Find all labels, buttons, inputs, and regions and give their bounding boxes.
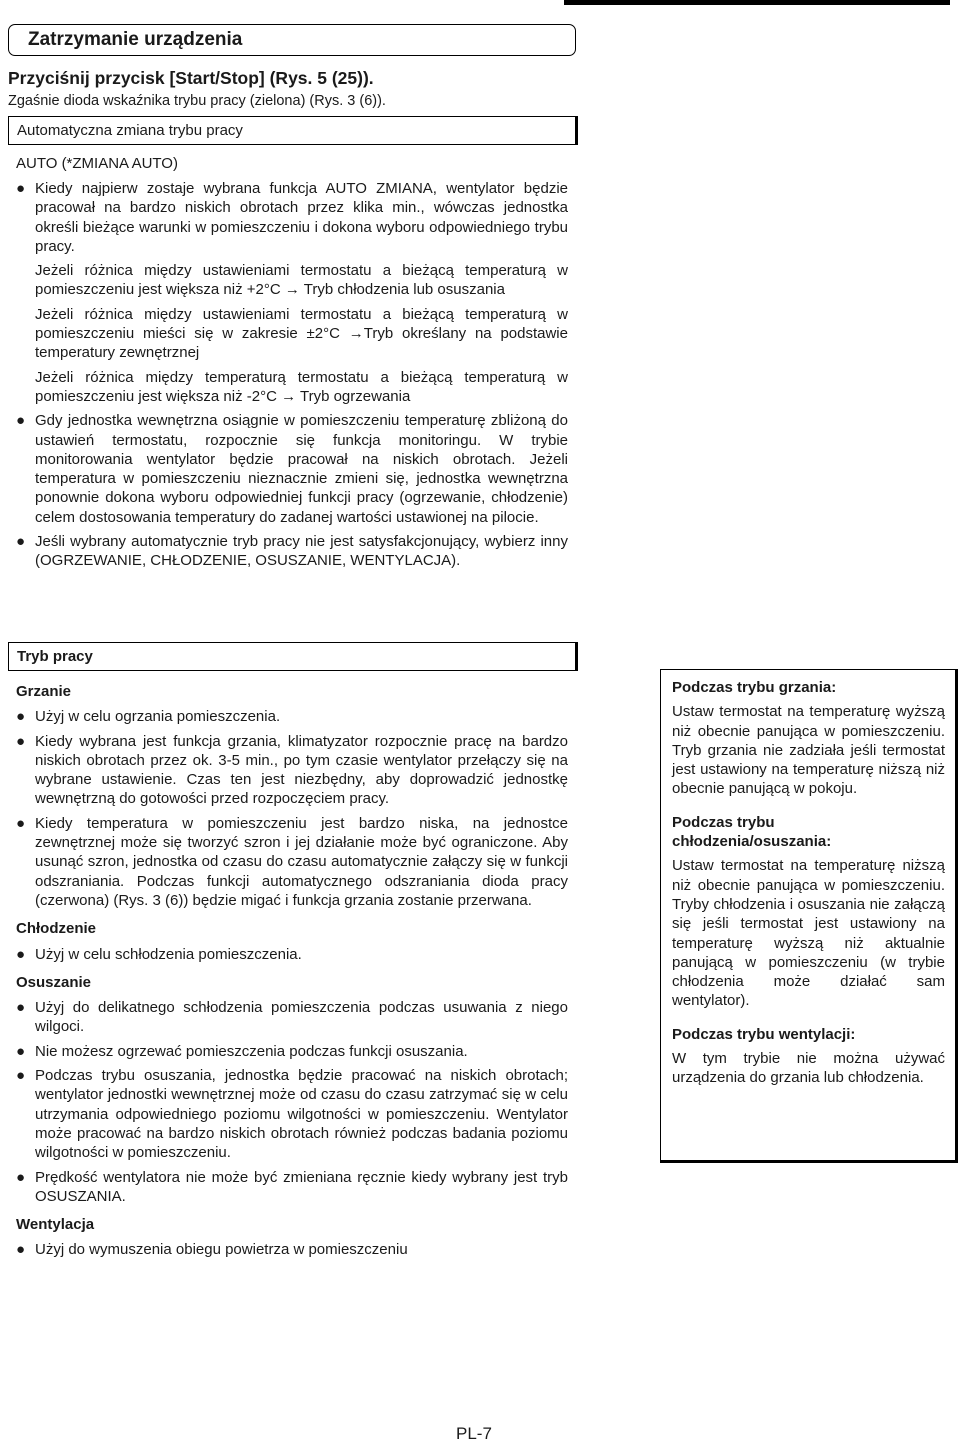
heating-item: Kiedy wybrana jest funkcja grzania, klimatyzator rozpocznie pracę na bardzo niskich obrotach przez ok. 3-5 min., po tym czasie wentylator przełączy się na wybrane ustawienie. Czas ten jest niezbędny, aby doprowadzić jednostkę wewnętrzną do gotowości przed rozpoczęciem pracy. (35, 732, 568, 808)
bullet-icon: ● (16, 814, 26, 832)
bullet-icon: ● (16, 412, 26, 430)
auto-label: AUTO (*ZMIANA AUTO) (16, 155, 178, 172)
list-item (16, 814, 568, 910)
auto-heading: Automatyczna zmiana trybu pracy (8, 116, 578, 145)
drying-title: Osuszanie (16, 973, 92, 991)
auto-bullet-3: Jeśli wybrany automatycznie tryb pracy nie jest satysfakcjonujący, wybierz inny (OGRZEWANIE, CHŁODZENIE, OSUSZANIE, WENTYLACJA). (35, 533, 568, 570)
heating-item: Kiedy temperatura w pomieszczeniu jest bardzo niska, na jednostce zewnętrznej może się tworzyć szron i jej działanie może być ograniczone. Aby usunąć szron, jednostka od czasu do czasu automatycznie załączy się w funkcji odszraniania. Podczas funkcji automatycznego odszraniania dioda pracy (czerwona) (Rys. 3 (6)) będzie migać i funkcja grzania zostanie przerwana. (35, 814, 568, 909)
bullet-icon: ● (16, 1067, 26, 1085)
stop-instruction: Przyciśnij przycisk [Start/Stop] (Rys. 5 (25)). (8, 68, 374, 88)
bullet-icon: ● (16, 180, 26, 197)
list-item (16, 1066, 568, 1162)
note-heating-text: Ustaw termostat na temperaturę wyższą niż obecnie panująca w pomieszczeniu. Tryb grzania nie zadziała jeśli termostat jest ustawiony na temperaturę niższą niż obecnie panującą w pokoju. (672, 703, 945, 798)
heating-title: Grzanie (16, 683, 72, 700)
drying-item: Podczas trybu osuszania, jednostka będzie pracować na niskich obrotach; wentylator jednostki wewnętrznej może od czasu do czasu zatrzymać się w celu utrzymania odpowiedniego poziomu wilgotności w pomieszczeniu. Wentylator może pracować na bardzo niskich obrotach również podczas badania poziomu wilgotności w pomieszczeniu. (35, 1067, 568, 1162)
note-cooling-text: Ustaw termostat na temperaturę niższą niż obecnie panująca w pomieszczeniu. Tryby chłodzenia i osuszania nie załączą się jeśli termostat jest ustawiony na temperaturę wyższą niż aktualnie panującą w pomieszczeniu (w trybie chłodzenia może działać sam wentylator). (672, 857, 945, 1010)
drying-item: Nie możesz ogrzewać pomieszczenia podczas funkcji osuszania. (35, 1042, 468, 1060)
list-item (16, 1240, 568, 1259)
bullet-icon: ● (16, 1042, 26, 1060)
bullet-icon: ● (16, 945, 26, 963)
auto-condition-3: Jeżeli różnica między temperaturą termostatu a bieżącą temperaturą w pomieszczeniu jest większa niż -2°C → Tryb ogrzewania (35, 368, 568, 405)
fan-item: Użyj do wymuszenia obiegu powietrza w pomieszczeniu (35, 1241, 408, 1259)
list-item (16, 1168, 568, 1207)
notes-box (660, 669, 958, 1163)
heating-item: Użyj w celu ogrzania pomieszczenia. (35, 708, 281, 726)
list-item (16, 411, 568, 527)
stop-note: Zgaśnie dioda wskaźnika trybu pracy (zielona) (Rys. 3 (6)). (8, 93, 386, 109)
auto-content (16, 179, 568, 576)
bullet-icon: ● (16, 732, 26, 750)
note-heating-title: Podczas trybu grzania: (672, 679, 837, 696)
list-item (16, 945, 568, 964)
top-rule (564, 0, 950, 5)
auto-bullet-2: Gdy jednostka wewnętrzna osiągnie w pomieszczeniu temperaturę zbliżoną do ustawień termostatu, rozpocznie się funkcja monitoringu. W trybie monitorowania wentylator będzie pracował na niskich obrotach. Jeżeli temperatura w pomieszczeniu nieznacznie zmieni się, jednostka wewnętrzna ponownie dokona wyboru odpowiedniej funkcji pracy (ogrzewanie, chłodzenie) celem dostosowania temperatury do zadanej wartości ustawionej na pilocie. (35, 412, 568, 526)
list-item (16, 179, 568, 256)
auto-condition-2: Jeżeli różnica między ustawieniami termostatu a bieżącą temperaturą w pomieszczeniu mieści się w zakresie ±2°C →Tryb określany na podstawie temperatury zewnętrznej (35, 305, 568, 362)
note-cooling-title-line-2: chłodzenia/osuszania: (672, 833, 832, 851)
list-item (16, 532, 568, 571)
bullet-icon: ● (16, 1241, 26, 1259)
auto-condition-1: Jeżeli różnica między ustawieniami termostatu a bieżącą temperaturą w pomieszczeniu jest większa niż +2°C → Tryb chłodzenia lub osuszania (35, 262, 568, 299)
drying-item: Prędkość wentylatora nie może być zmieniana ręcznie kiedy wybrany jest tryb OSUSZANIA. (35, 1168, 568, 1205)
modes-heading: Tryb pracy (8, 642, 578, 671)
page-number: PL-7 (456, 1424, 492, 1443)
list-item (16, 732, 568, 809)
fan-title: Wentylacja (16, 1216, 95, 1234)
drying-item: Użyj do delikatnego schłodzenia pomieszczenia podczas usuwania z niego wilgoci. (35, 999, 568, 1036)
bullet-icon: ● (16, 533, 26, 551)
bullet-icon: ● (16, 1168, 26, 1186)
bullet-icon: ● (16, 999, 26, 1017)
list-item (16, 998, 568, 1037)
auto-bullet-1: Kiedy najpierw zostaje wybrana funkcja AUTO ZMIANA, wentylator będzie pracował na bardzo niskich obrotach przez klika min., wówczas jednostka określi bieżące warunki w pomieszczeniu i dokona wyboru odpowiedniego trybu pracy. (35, 180, 568, 255)
note-cooling-title-line-1: Podczas trybu (672, 813, 775, 831)
stop-section-title: Zatrzymanie urządzenia (8, 24, 576, 56)
note-fan-title: Podczas trybu wentylacji: (672, 1025, 856, 1043)
cooling-item: Użyj w celu schłodzenia pomieszczenia. (35, 945, 302, 963)
note-cooling-title (672, 813, 945, 852)
list-item (16, 707, 568, 726)
list-item (16, 1042, 568, 1061)
cooling-title: Chłodzenie (16, 920, 97, 938)
bullet-icon: ● (16, 708, 26, 726)
note-fan-text: W tym trybie nie można używać urządzenia do grzania lub chłodzenia. (672, 1050, 945, 1087)
modes-content (16, 682, 568, 1265)
